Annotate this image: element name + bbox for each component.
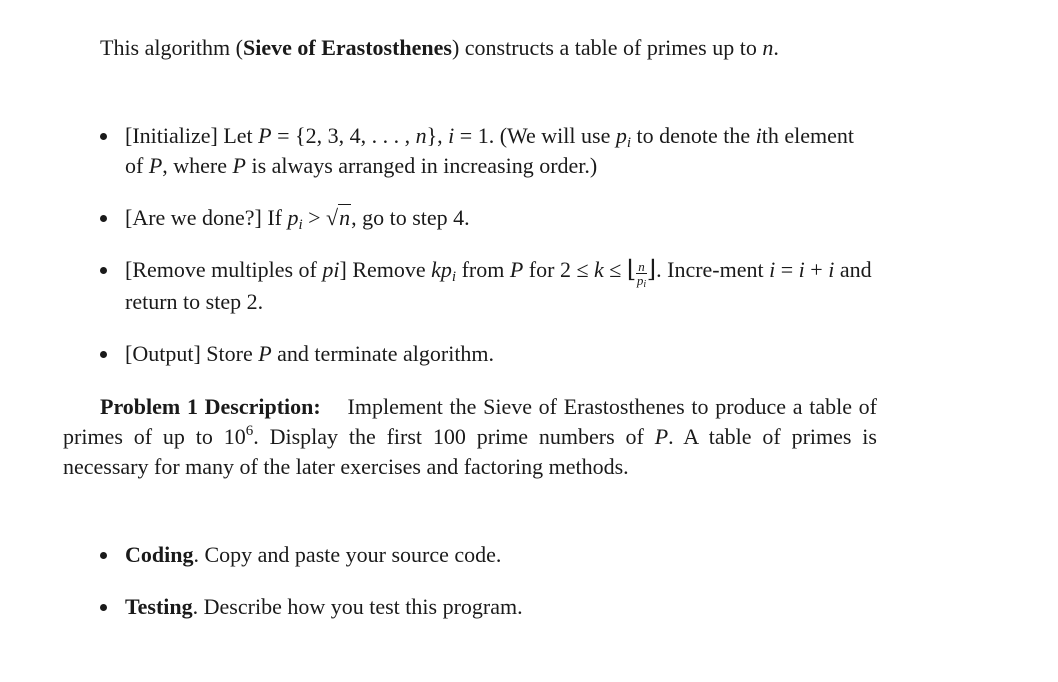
variable-P: P <box>258 341 272 366</box>
step-text: . Incre-ment <box>656 257 770 282</box>
step-output <box>100 339 877 369</box>
step-text: , where <box>162 153 233 178</box>
variable-P: P <box>232 153 246 178</box>
variable-P: P <box>258 123 272 148</box>
subscript-i: i <box>451 269 457 285</box>
step-text: Remove <box>346 257 432 282</box>
variable-pi: pi <box>322 257 340 282</box>
step-text: for 2 ≤ <box>523 257 595 282</box>
intro-paragraph <box>63 33 877 63</box>
step-text: If <box>261 205 288 230</box>
variable-n: n <box>339 205 351 230</box>
step-are-we-done <box>100 203 877 233</box>
algorithm-name: Sieve of Erastosthenes <box>242 35 452 60</box>
step-text: = 1. (We will use <box>454 123 616 148</box>
variable-p: p <box>440 257 452 282</box>
step-text: Store <box>200 341 259 366</box>
step-text: to denote the <box>631 123 756 148</box>
step-label: [Remove multiples of <box>125 257 323 282</box>
task-label: Coding <box>125 542 194 567</box>
variable-P: P <box>654 424 669 449</box>
fraction-numerator: n <box>638 259 645 274</box>
step-initialize <box>100 121 877 181</box>
step-text: is always arranged in increasing order.) <box>245 153 598 178</box>
bullet-icon <box>100 552 107 559</box>
task-text: . Describe how you test this program. <box>192 594 523 619</box>
fraction-n-over-pi <box>636 259 647 290</box>
problem-paragraph <box>63 392 877 482</box>
variable-i: i <box>828 257 835 282</box>
step-label: [Initialize] <box>125 123 218 148</box>
step-text: = <box>775 257 799 282</box>
variable-p: p <box>287 205 299 230</box>
variable-i: i <box>755 123 762 148</box>
sqrt-n <box>338 203 351 233</box>
variable-P: P <box>148 153 163 178</box>
algorithm-steps <box>100 121 877 369</box>
step-label: [Are we done?] <box>125 205 262 230</box>
floor-left: ⌊ <box>626 257 637 283</box>
fraction-denominator <box>636 273 647 290</box>
variable-P: P <box>509 257 524 282</box>
step-label: ] <box>339 257 347 282</box>
variable-k: k <box>431 257 441 282</box>
variable-i: i <box>448 123 455 148</box>
variable-n: n <box>762 35 774 60</box>
step-text: ≤ <box>603 257 627 282</box>
bullet-icon <box>100 604 107 611</box>
step-text: th element of <box>125 123 855 178</box>
variable-k: k <box>594 257 604 282</box>
task-text: . Copy and paste your source code. <box>193 542 502 567</box>
step-text: > √ <box>302 205 339 230</box>
step-text: from <box>456 257 510 282</box>
variable-p: p <box>636 273 644 288</box>
step-text: + <box>804 257 829 282</box>
step-text: Let <box>217 123 259 148</box>
bullet-icon <box>100 351 107 358</box>
step-label: [Output] <box>125 341 201 366</box>
problem-text: . Display the first 100 prime numbers of <box>253 424 655 449</box>
exponent: 6 <box>245 423 254 439</box>
step-text: = {2, 3, 4, . . . , <box>271 123 416 148</box>
bullet-icon <box>100 133 107 140</box>
variable-n: n <box>415 123 427 148</box>
subscript-i: i <box>643 279 647 290</box>
subscript-i: i <box>298 217 303 233</box>
step-text: and return to step 2. <box>125 257 872 314</box>
task-coding <box>100 540 877 570</box>
step-text: }, <box>426 123 449 148</box>
bullet-icon <box>100 267 107 274</box>
step-text: and terminate algorithm. <box>271 341 495 366</box>
variable-i: i <box>798 257 805 282</box>
variable-p: p <box>615 123 627 148</box>
bullet-icon <box>100 215 107 222</box>
intro-period: . <box>773 35 779 60</box>
problem-text: Implement the Sieve of Erastosthenes to produce a table of primes of up to 10 <box>63 394 877 449</box>
step-text: , go to step 4. <box>351 205 470 230</box>
task-list <box>100 540 877 622</box>
intro-text: This algorithm ( <box>100 35 243 60</box>
step-remove-multiples <box>100 255 877 317</box>
task-label: Testing <box>125 594 193 619</box>
problem-heading: Problem 1 Description: <box>100 394 321 419</box>
variable-i: i <box>769 257 776 282</box>
floor-right: ⌋ <box>646 257 657 283</box>
subscript-i: i <box>626 135 632 151</box>
task-testing <box>100 592 877 622</box>
intro-text: ) constructs a table of primes up to <box>451 35 763 60</box>
problem-text: . A table of primes is necessary for many of the later exercises and factoring methods. <box>63 424 877 479</box>
